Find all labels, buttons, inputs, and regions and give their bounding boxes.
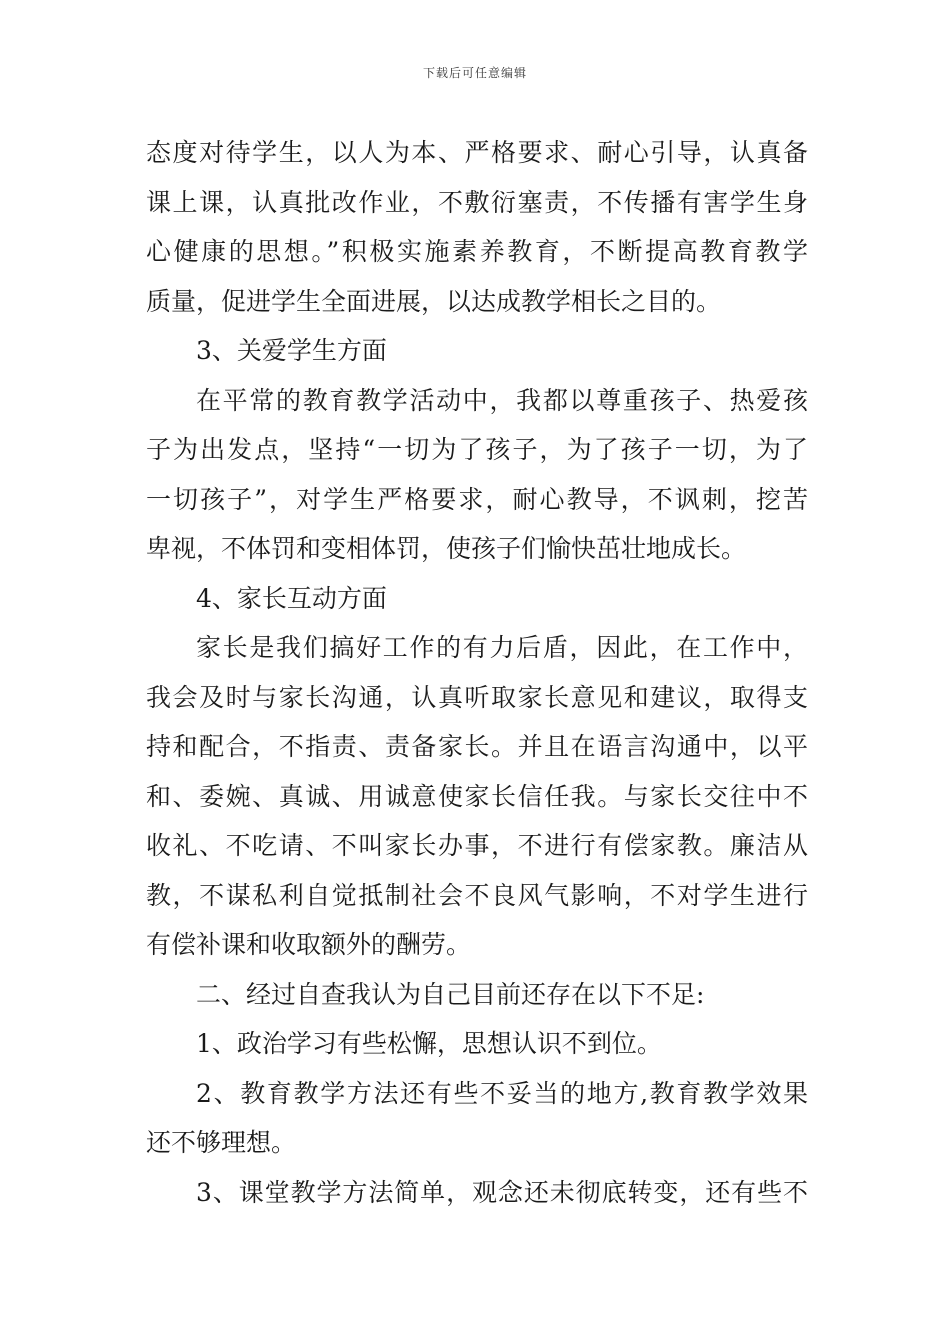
text-line: 心健康的思想。”积极实施素养教育，不断提高教育教学: [146, 237, 808, 266]
text-line: 收礼、不吃请、不叫家长办事，不进行有偿家教。廉洁从: [146, 831, 808, 860]
text-line: 态度对待学生，以人为本、严格要求、耐心引导，认真备: [146, 138, 808, 167]
text-line: 还不够理想。: [146, 1128, 297, 1157]
text-line: 2、教育教学方法还有些不妥当的地方,教育教学效果: [196, 1078, 808, 1108]
text-line: 在平常的教育教学活动中，我都以尊重孩子、热爱孩: [196, 385, 808, 415]
text-line: 质量，促进学生全面进展，以达成教学相长之目的。: [146, 286, 722, 316]
text-line: 3、课堂教学方法简单，观念还未彻底转变，还有些不: [196, 1177, 808, 1207]
text-line: 一切孩子”，对学生严格要求，耐心教导，不讽刺，挖苦: [146, 484, 808, 514]
text-line: 卑视，不体罚和变相体罚，使孩子们愉快茁壮地成长。: [146, 534, 747, 563]
text-line: 家长是我们搞好工作的有力后盾，因此，在工作中，: [196, 633, 808, 662]
text-line: 4、家长互动方面: [196, 583, 387, 613]
text-line: 二、经过自查我认为自己目前还存在以下不足:: [196, 979, 705, 1009]
text-line: 持和配合，不指责、责备家长。并且在语言沟通中，以平: [146, 732, 808, 761]
text-line: 有偿补课和收取额外的酬劳。: [146, 930, 472, 959]
text-line: 1、政治学习有些松懈，思想认识不到位。: [196, 1029, 662, 1058]
text-line: 子为出发点，坚持“一切为了孩子，为了孩子一切，为了: [146, 435, 808, 464]
text-line: 我会及时与家长沟通，认真听取家长意见和建议，取得支: [146, 682, 808, 712]
text-line: 3、关爱学生方面: [196, 336, 387, 365]
text-line: 和、委婉、真诚、用诚意使家长信任我。与家长交往中不: [146, 781, 808, 811]
text-line: 课上课，认真批改作业，不敷衍塞责，不传播有害学生身: [146, 187, 808, 217]
document-body: [146, 128, 808, 1217]
page-header: 下载后可任意编辑: [422, 66, 527, 80]
text-line: 教，不谋私利自觉抵制社会不良风气影响，不对学生进行: [146, 880, 808, 910]
